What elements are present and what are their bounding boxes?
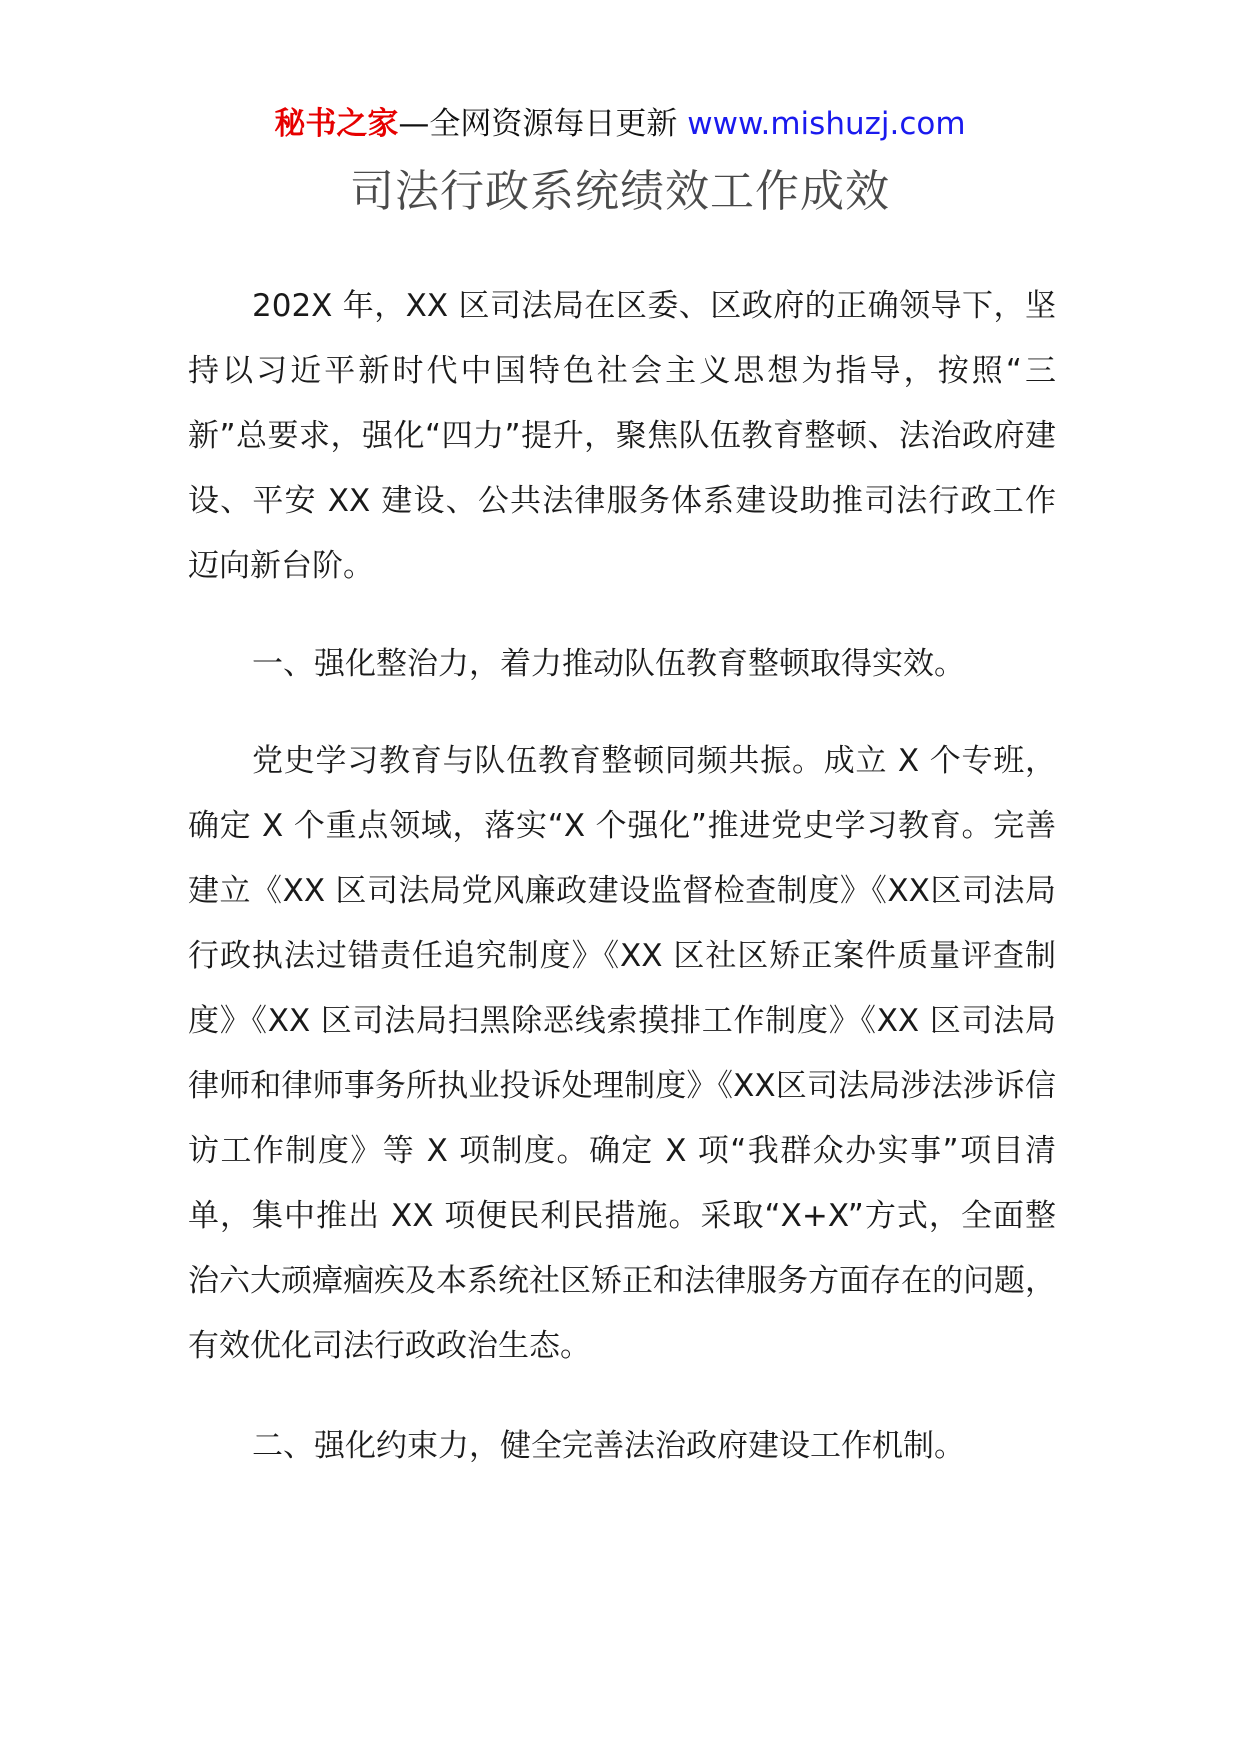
watermark-header xyxy=(0,104,1240,144)
section-1-paragraph: 党史学习教育与队伍教育整顿同频共振。成立 X 个专班，确定 X 个重点领域，落实“X 个强化”推进党史学习教育。完善建立《XX 区司法局党风廉政建设监督检查制度》《XX区司法局行政执法过错责任追究制度》《XX 区社区矫正案件质量评查制度》《XX 区司法局扫黑除恶线索摸排工作制度》《XX 区司法局律师和律师事务所执业投诉处理制度》《XX区司法局涉法涉诉信访工作制度》等 X 项制度。确定 X 项“我群众办实事”项目清单，集中推出 XX 项便民利民措施。采取“X+X”方式，全面整治六大顽瘴痼疾及本系统社区矫正和法律服务方面存在的问题，有效优化司法行政政治生态。 xyxy=(188,743,1056,1364)
section-2-heading: 二、强化约束力，健全完善法治政府建设工作机制。 xyxy=(252,1428,965,1464)
section-1-heading: 一、强化整治力，着力推动队伍教育整顿取得实效。 xyxy=(252,646,965,682)
intro-paragraph: 202X 年，XX 区司法局在区委、区政府的正确领导下，坚持以习近平新时代中国特色社会主义思想为指导，按照“三新”总要求，强化“四力”提升，聚焦队伍教育整顿、法治政府建设、平安 XX 建设、公共法律服务体系建设助推司法行政工作迈向新台阶。 xyxy=(188,288,1056,584)
website-link[interactable]: www.mishuzj.com xyxy=(687,106,966,142)
document-body xyxy=(188,274,1056,1479)
document-title: 司法行政系统绩效工作成效 xyxy=(350,166,890,217)
brand-tagline: —全网资源每日更新 xyxy=(398,106,678,142)
brand-name: 秘书之家 xyxy=(274,106,399,142)
